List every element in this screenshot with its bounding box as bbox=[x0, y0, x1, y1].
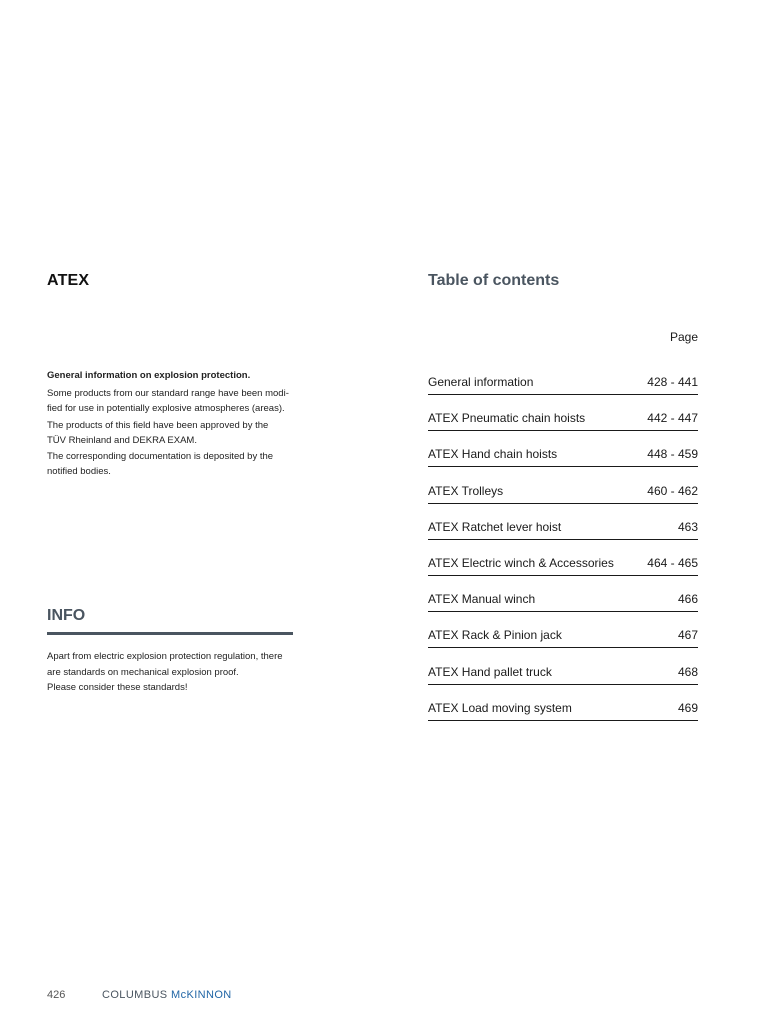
text-line: The products of this field have been approved by the bbox=[47, 419, 269, 431]
info-text bbox=[47, 649, 297, 696]
toc-list bbox=[428, 360, 698, 722]
toc-pages: 466 bbox=[677, 592, 698, 607]
text-line: Please consider these standards! bbox=[47, 682, 188, 693]
toc-row[interactable] bbox=[428, 613, 698, 648]
toc-label: ATEX Load moving system bbox=[428, 700, 572, 715]
brand-second: McKINNON bbox=[171, 989, 232, 1001]
toc-row[interactable] bbox=[428, 432, 698, 467]
text-line: notified bodies. bbox=[47, 466, 111, 477]
toc-label: ATEX Ratchet lever hoist bbox=[428, 519, 562, 534]
toc-title: Table of contents bbox=[428, 272, 560, 289]
text-line: are standards on mechanical explosion proof. bbox=[47, 666, 239, 678]
toc-row[interactable] bbox=[428, 469, 698, 504]
toc-row[interactable] bbox=[428, 541, 698, 576]
toc-pages: 428 - 441 bbox=[647, 375, 698, 389]
toc-pages: 442 - 447 bbox=[647, 411, 698, 426]
toc-row[interactable] bbox=[428, 650, 698, 685]
toc-label: General information bbox=[428, 375, 534, 389]
page-number: 426 bbox=[47, 989, 66, 1001]
toc-row[interactable] bbox=[428, 396, 698, 431]
page-column-header: Page bbox=[669, 330, 698, 344]
toc-label: ATEX Rack & Pinion jack bbox=[428, 628, 562, 643]
toc-pages: 464 - 465 bbox=[647, 555, 698, 570]
toc-label: ATEX Hand pallet truck bbox=[428, 664, 552, 679]
toc-row[interactable] bbox=[428, 577, 698, 612]
text-line: TÜV Rheinland and DEKRA EXAM. bbox=[47, 435, 197, 446]
toc-label: ATEX Electric winch & Accessories bbox=[428, 555, 614, 570]
text-line: Apart from electric explosion protection regulation, there bbox=[47, 651, 283, 662]
text-line: Some products from our standard range have been modi- bbox=[47, 387, 289, 399]
brand-first: COLUMBUS bbox=[102, 989, 171, 1001]
toc-pages: 469 bbox=[677, 700, 698, 715]
toc-label: ATEX Trolleys bbox=[428, 483, 504, 498]
toc-pages: 467 bbox=[677, 628, 698, 643]
text-line: fied for use in potentially explosive atmospheres (areas). bbox=[47, 403, 285, 414]
toc-pages: 468 bbox=[677, 664, 698, 679]
toc-pages: 448 - 459 bbox=[647, 447, 698, 462]
info-heading: INFO bbox=[47, 607, 293, 635]
toc-pages: 460 - 462 bbox=[647, 483, 698, 498]
section-title-atex: ATEX bbox=[47, 272, 90, 289]
toc-label: ATEX Manual winch bbox=[428, 592, 536, 607]
toc-row[interactable] bbox=[428, 505, 698, 540]
brand-logo-text bbox=[102, 989, 232, 1001]
toc-row[interactable] bbox=[428, 686, 698, 721]
toc-label: ATEX Hand chain hoists bbox=[428, 447, 558, 462]
toc-row[interactable] bbox=[428, 360, 698, 395]
toc-pages: 463 bbox=[677, 519, 698, 534]
text-line: The corresponding documentation is deposited by the bbox=[47, 450, 274, 462]
lead-heading: General information on explosion protection. bbox=[47, 370, 251, 381]
explosion-protection-text bbox=[47, 368, 297, 480]
toc-label: ATEX Pneumatic chain hoists bbox=[428, 411, 586, 426]
